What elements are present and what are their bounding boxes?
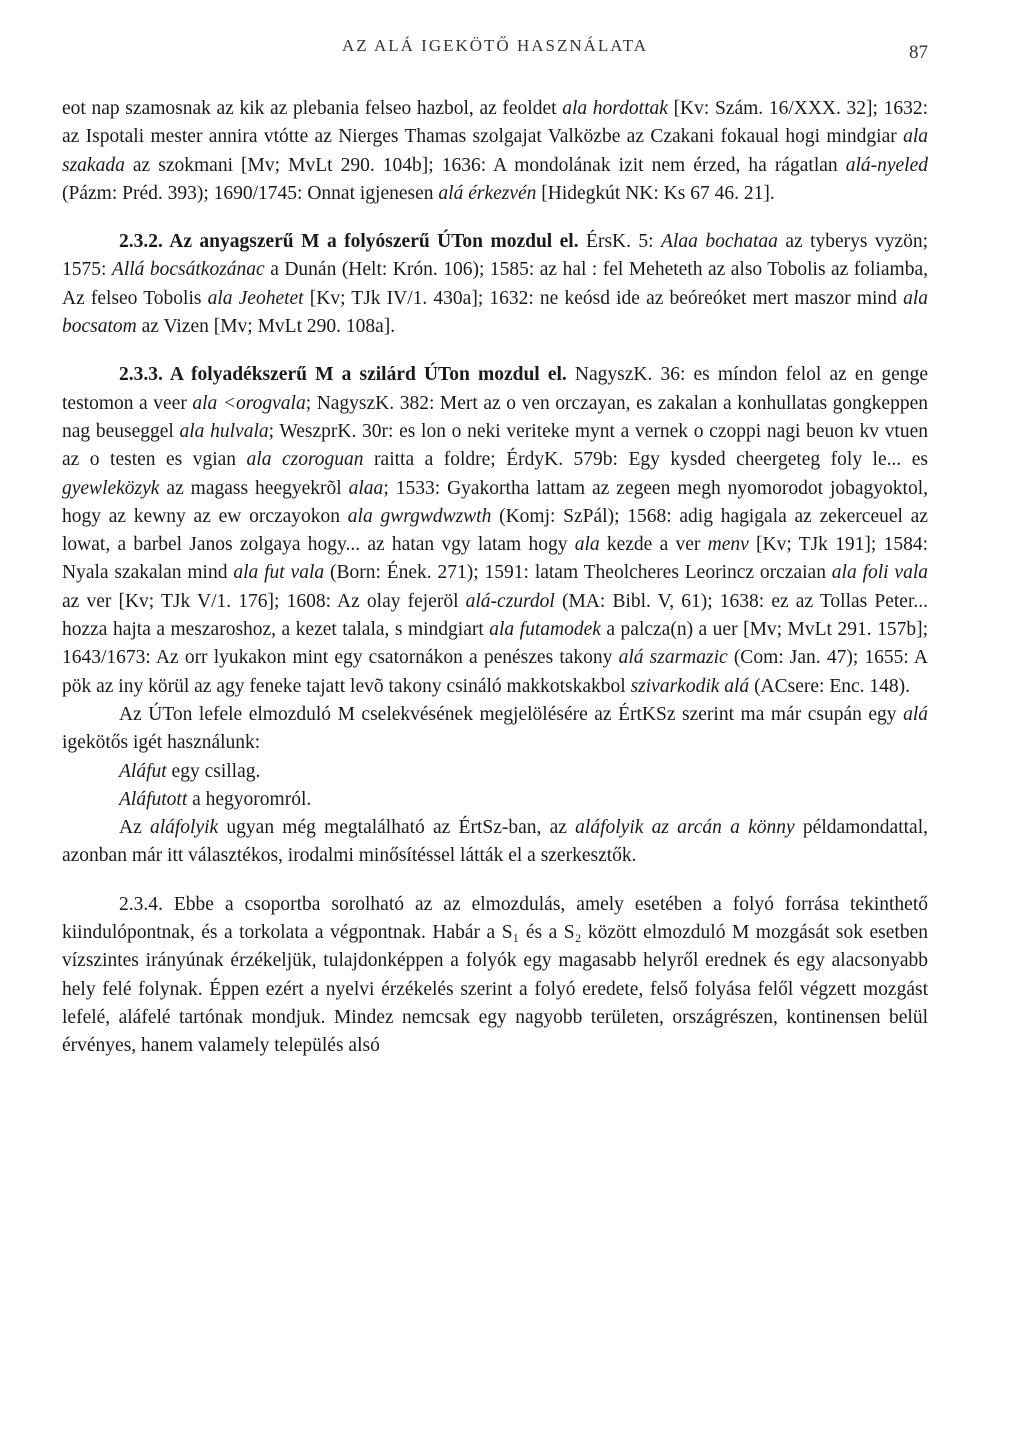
text-run: Ebbe a csoportba sorolható az az elmozdulás, amely esetében a folyó forrása tekinthető kiindulópontnak, és a torkolata a végpontnak. Habár a S₁ és a S₂ között elmozduló M mozgását sok esetben vízszintes irányúnak érzékeljük, tulajdonképpen a folyók egy magasabb helyről erednek és egy alacsonyabb hely felé folynak. Éppen ezért a nyelvi érzékelés szerint a folyó eredete, felső folyása felől végzett mozgást lefelé, aláfelé tartónak mondjuk. Mindez nemcsak egy nagyobb területen, országrészen, kontinensen belül érvényes, hanem valamely település alsó (62, 893, 928, 1057)
text-run: [Hidegkút NK: Ks 67 46. 21]. (536, 182, 775, 204)
italic-term: gyewleközyk (62, 477, 160, 499)
text-run: (Com: Jan. 47); 1655: A pök az iny körül az agy feneke tajatt levõ takony csináló makkotskakbol (62, 647, 928, 697)
italic-term: Allá bocsátkozánac (111, 259, 265, 281)
section-number: 2.3.4. (119, 893, 163, 915)
paragraph-alafolyik (62, 814, 928, 871)
italic-term: alá-nyeled (845, 154, 928, 176)
italic-term: ala foli vala (831, 562, 928, 584)
section-heading: 2.3.3. A folyadékszerű M a szilárd ÚTon mozdul el. (119, 364, 567, 386)
italic-term: menv (707, 534, 749, 556)
italic-term: ala hordottak (562, 98, 668, 119)
text-run: ; NagyszK. 382: Mert az o ven orczayan, es zakalan a konhullatas gongkeppen nag beuseggel (62, 392, 928, 442)
italic-term: ala hulvala (179, 420, 269, 442)
italic-term: alá (903, 703, 928, 725)
italic-term: aláfolyik (149, 817, 219, 839)
text-run: (MA: Bibl. V, 61); 1638: ez az Tollas Peter... hozza hajta a meszaroshoz, a kezet talala, s mindgiart (62, 590, 929, 641)
text-run: NagyszK. 36: es míndon felol az en genge testomon a veer (62, 364, 928, 414)
text-run: Az (119, 817, 150, 839)
section-heading: 2.3.2. Az anyagszerű M a folyószerű ÚTon mozdul el. (119, 231, 579, 253)
italic-term: Alaa bochataa (661, 231, 778, 253)
text-run: ÉrsK. 5: (578, 231, 662, 253)
italic-term: alaa (348, 477, 384, 499)
italic-term: ala futamodek (489, 619, 601, 641)
text-run: eot nap szamosnak az kik az plebania felseo hazbol, az feoldet (62, 98, 563, 119)
running-head (62, 36, 928, 66)
text-run: az ver [Kv; TJk V/1. 176]; 1608: Az olay fejeröl (62, 590, 466, 612)
text-run: igekötős igét használunk: (62, 732, 261, 754)
italic-term: ala szakada (62, 126, 928, 176)
italic-term: Aláfut (119, 760, 167, 782)
text-run: Az ÚTon lefele elmozduló M cselekvésének megjelölésére az ÉrtKSz szerint ma már csupán egy (119, 703, 904, 725)
text-run: (Born: Ének. 271); 1591: latam Theolcheres Leorincz orczaian (324, 562, 832, 584)
text-run: ; WeszprK. 30r: es lon o neki veriteke mynt a vernek o czoppi nagi beuon kv vtuen az o testen es vgian (62, 420, 928, 471)
section-2-3-4 (62, 891, 928, 1061)
italic-term: alá-czurdol (465, 590, 555, 612)
text-run: az Vizen [Mv; MvLt 290. 108a]. (136, 316, 396, 338)
italic-term: ala gwrgwdwzwth (347, 505, 492, 527)
text-run: raitta a foldre; ÉrdyK. 579b: Egy kysded cheergeteg foly le... es (363, 449, 928, 471)
italic-term: szivarkodik alá (630, 675, 750, 697)
example-sentence (62, 758, 928, 786)
italic-term: ala <orogvala (192, 392, 306, 414)
text-run: [Kv: Szám. 16/XXX. 32]; 1632: az Ispotali mester annira vtótte az Nierges Thamas szolgajat Valközbe az Czakani fokaual hogi mindgiar (62, 98, 928, 148)
body-text (62, 95, 928, 1061)
text-run: példamondattal, azonban már itt választékos, irodalmi minősítéssel látták el a szerkesztők. (62, 817, 928, 867)
text-run: [Kv; TJk 191]; 1584: Nyala szakalan mind (62, 534, 928, 584)
italic-term: ala Jeohetet (207, 287, 304, 309)
italic-term: Aláfutott (119, 788, 188, 810)
italic-term: ala (574, 534, 600, 556)
text-run: (Komj: SzPál); 1568: adig hagigala az zekerceuel az lowat, a barbel Janos zolgaya hogy... az hatan vgy latam hogy (62, 505, 928, 556)
text-run: az szokmani [Mv; MvLt 290. 104b]; 1636: A mondolának izit nem érzed, ha rágatlan (124, 154, 846, 176)
italic-term: aláfolyik az arcán a könny (575, 817, 795, 839)
italic-term: ala czoroguan (246, 449, 364, 471)
running-title: AZ ALÁ IGEKÖTŐ HASZNÁLATA (342, 36, 648, 55)
text-run: ; 1533: Gyakortha lattam az zegeen megh nyomorodot jobagyoktol, hogy az kewny az ew orczayokon (62, 477, 928, 527)
italic-term: alá szarmazic (618, 647, 728, 669)
text-run: a palcza(n) a uer [Mv; MvLt 291. 157b]; 1643/1673: Az orr lyukakon mint egy csatornákon a penészes takony (62, 619, 928, 669)
italic-term: ala fut vala (233, 562, 325, 584)
text-run: ugyan még megtalálható az ÉrtSz-ban, az (218, 817, 576, 839)
text-run: a Dunán (Helt: Krón. 106); 1585: az hal : fel Meheteth az also Tobolis az foliamba, Az felseo Tobolis (62, 259, 928, 309)
text-run: (Pázm: Préd. 393); 1690/1745: Onnat igjenesen (62, 182, 439, 204)
text-run: az magass heegyekrõl (159, 477, 349, 499)
section-2-3-2 (62, 228, 928, 341)
paragraph-citations-continued (62, 95, 928, 208)
text-run: a hegyoromról. (187, 788, 312, 810)
italic-term: ala bocsatom (62, 287, 928, 338)
paragraph-modern-usage (62, 701, 928, 758)
text-run: [Kv; TJk IV/1. 430a]; 1632: ne keósd ide az beóreóket mert maszor mind (303, 287, 904, 309)
italic-term: alá érkezvén (438, 182, 537, 204)
section-2-3-3 (62, 361, 928, 701)
text-run: kezde a ver (599, 534, 708, 556)
text-run: az tyberys vyzön; 1575: (62, 231, 928, 281)
text-run: (ACsere: Enc. 148). (749, 675, 911, 697)
page-number: 87 (909, 42, 928, 63)
example-sentence (62, 786, 928, 814)
text-run: egy csillag. (166, 760, 261, 782)
